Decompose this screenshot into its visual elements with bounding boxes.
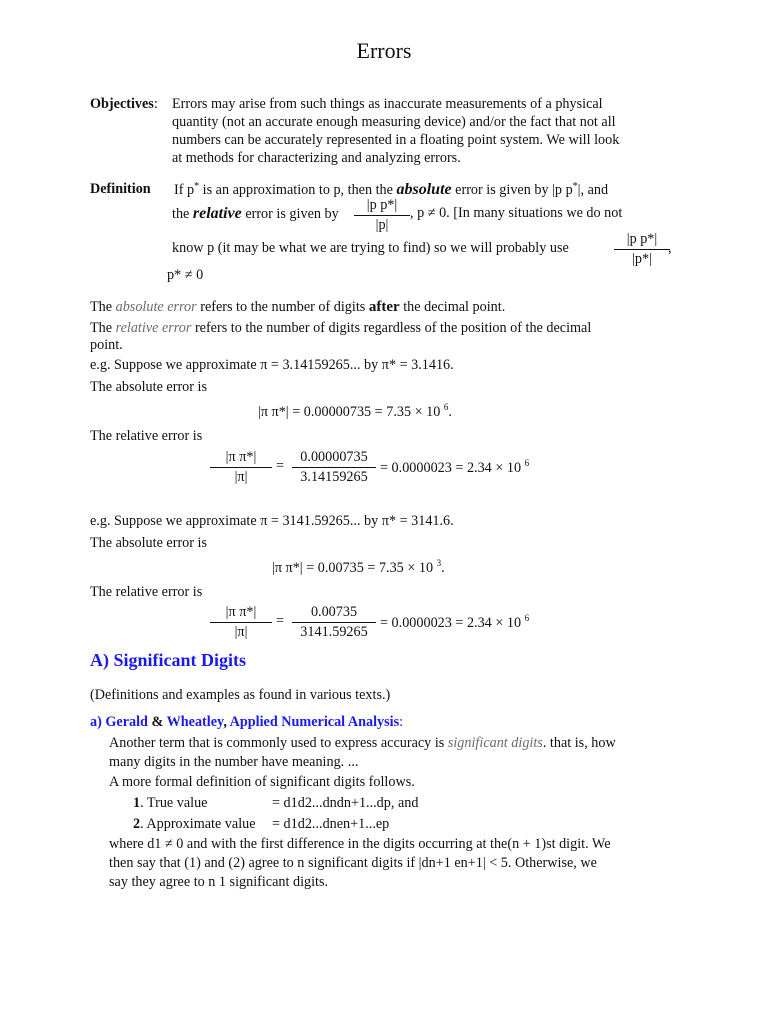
example-1-abs-equation: |π π*| = 0.00000735 = 7.35 × 10 $^6$. [258,402,452,420]
list-item-2: 2. Approximate value [133,816,256,832]
section-a-note: (Definitions and examples as found in various texts.) [90,687,391,703]
example-2-abs-equation: |π π*| = 0.00735 = 7.35 × 10 $^3$. [272,558,445,576]
example-2-rel-lhs: |π π*| |π| [210,604,272,641]
list-item-1-value: = d1d2...dndn+1...dp, and [272,795,419,811]
objectives-line-4: at methods for characterizing and analyzing errors. [172,150,461,166]
example-1-abs-label: The absolute error is [90,379,208,395]
example-2-rel-label: The relative error is [90,584,203,600]
relative-error-alt-fraction: |p p*| |p*| [614,231,670,268]
relative-error-text: The relative error refers to the number of digits regardless of the position of the decimal [90,320,592,336]
list-item-1: 1. True value [133,795,208,811]
relative-error-text-2: point. [90,337,123,353]
list-item-2-value: = d1d2...dnen+1...ep [272,816,390,832]
definition-line-2-end: , p ≠ 0. [In many situations we do not [410,205,623,221]
definition-line-4: p* ≠ 0 [167,267,204,283]
section-a-p1: Another term that is commonly used to express accuracy is significant digits. that is, how [109,735,616,751]
objectives-line-2: quantity (not an accurate enough measuring device) and/or the fact that not all [172,114,616,130]
section-a-where-3: say they agree to n 1 significant digits. [109,874,329,890]
example-1-rel-lhs: |π π*| |π| [210,449,272,486]
example-2-rel-rhs: = 0.0000023 = 2.34 × 10 $^6$ [380,613,530,631]
section-a-p3: A more formal definition of significant digits follows. [109,774,415,790]
example-2-intro: e.g. Suppose we approximate π = 3141.59265... by π* = 3141.6. [90,513,454,529]
definition-line-3: know p (it may be what we are trying to find) so we will probably use [172,240,569,256]
definition-line-2: the relative error is given by [172,205,339,222]
objectives-line-1: Errors may arise from such things as inaccurate measurements of a physical [172,96,603,112]
section-a-where-2: then say that (1) and (2) agree to n significant digits if |dn+1 en+1| < 5. Otherwise, we [109,855,597,871]
example-1-rel-mid: 0.00000735 3.14159265 [292,449,376,486]
relative-error-fraction: |p p*| |p| [354,197,410,234]
definition-line-3-end: , [668,240,672,256]
definition-label: Definition [90,181,151,197]
section-a-heading: A) Significant Digits [90,650,247,670]
example-1-rel-label: The relative error is [90,428,203,444]
page-title: Errors [356,38,412,63]
objectives-label: Objectives: [90,96,158,112]
example-1-rel-eq: = [276,458,285,474]
example-2-rel-mid: 0.00735 3141.59265 [292,604,376,641]
absolute-error-text: The absolute error refers to the number of digits after the decimal point. [90,299,506,315]
example-1-intro: e.g. Suppose we approximate π = 3.14159265... by π* = 3.1416. [90,357,454,373]
example-2-abs-label: The absolute error is [90,535,208,551]
example-1-rel-rhs: = 0.0000023 = 2.34 × 10 $^6$ [380,458,530,476]
section-a-p2: many digits in the number have meaning. ... [109,754,359,770]
objectives-line-3: numbers can be accurately represented in a floating point system. We will look [172,132,620,148]
example-2-rel-eq: = [276,613,285,629]
section-a-subheading: a) Gerald & Wheatley, Applied Numerical Analysis: [90,714,404,730]
definition-line-1: If p* is an approximation to p, then the absolute error is given by |p p*|, and [174,181,609,198]
section-a-where-1: where d1 ≠ 0 and with the first difference in the digits occurring at the(n + 1)st digit. We [109,836,611,852]
